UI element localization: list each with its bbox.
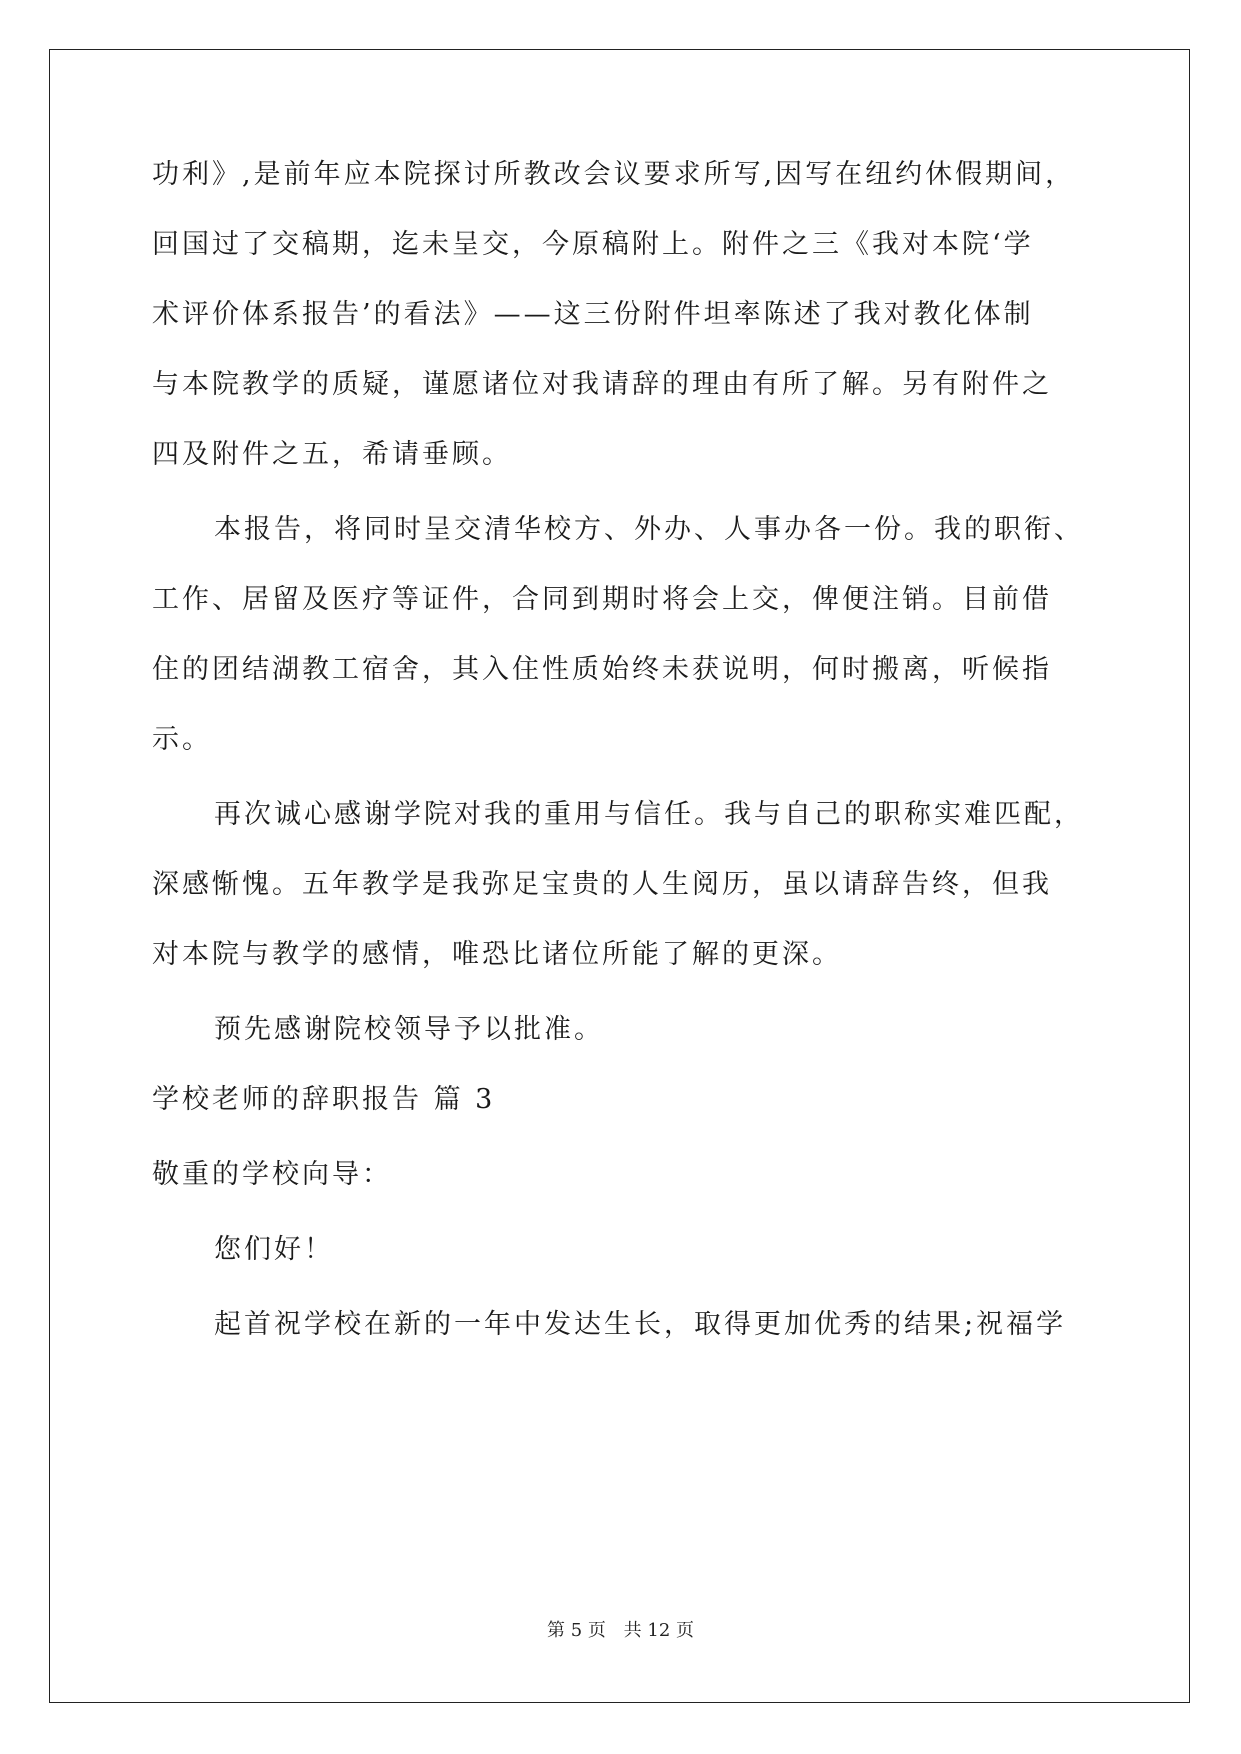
text-line: 示。 [152, 724, 212, 755]
page-total: 共 12 页 [623, 1620, 694, 1641]
salutation: 敬重的学校向导： [152, 1159, 392, 1190]
text-line: 功利》,是前年应本院探讨所教改会议要求所写,因写在纽约休假期间， [152, 159, 1076, 190]
text-line: 预先感谢院校领导予以批准。 [214, 1014, 604, 1045]
text-line: 与本院教学的质疑，谨愿诸位对我请辞的理由有所了解。另有附件之 [152, 369, 1052, 400]
text-line: 住的团结湖教工宿舍，其入住性质始终未获说明，何时搬离，听候指 [152, 654, 1052, 685]
text-line: 工作、居留及医疗等证件，合同到期时将会上交，俾便注销。目前借 [152, 584, 1052, 615]
text-line: 对本院与教学的感情，唯恐比诸位所能了解的更深。 [152, 939, 842, 970]
text-line: 深感惭愧。五年教学是我弥足宝贵的人生阅历，虽以请辞告终，但我 [152, 869, 1052, 900]
text-line: 四及附件之五，希请垂顾。 [152, 439, 512, 470]
text-line: 回国过了交稿期，迄未呈交，今原稿附上。附件之三《我对本院‘学 [152, 229, 1034, 260]
section-heading: 学校老师的辞职报告 篇 3 [152, 1084, 496, 1115]
text-line: 术评价体系报告’的看法》——这三份附件坦率陈述了我对教化体制 [152, 299, 1034, 330]
greeting: 您们好！ [214, 1234, 334, 1265]
page-footer [0, 1616, 1241, 1642]
text-line: 再次诚心感谢学院对我的重用与信任。我与自己的职称实难匹配， [214, 799, 1084, 830]
text-line: 本报告，将同时呈交清华校方、外办、人事办各一份。我的职衔、 [214, 514, 1084, 545]
page-number: 第 5 页 [547, 1620, 606, 1641]
text-line: 起首祝学校在新的一年中发达生长，取得更加优秀的结果;祝福学 [214, 1309, 1067, 1340]
